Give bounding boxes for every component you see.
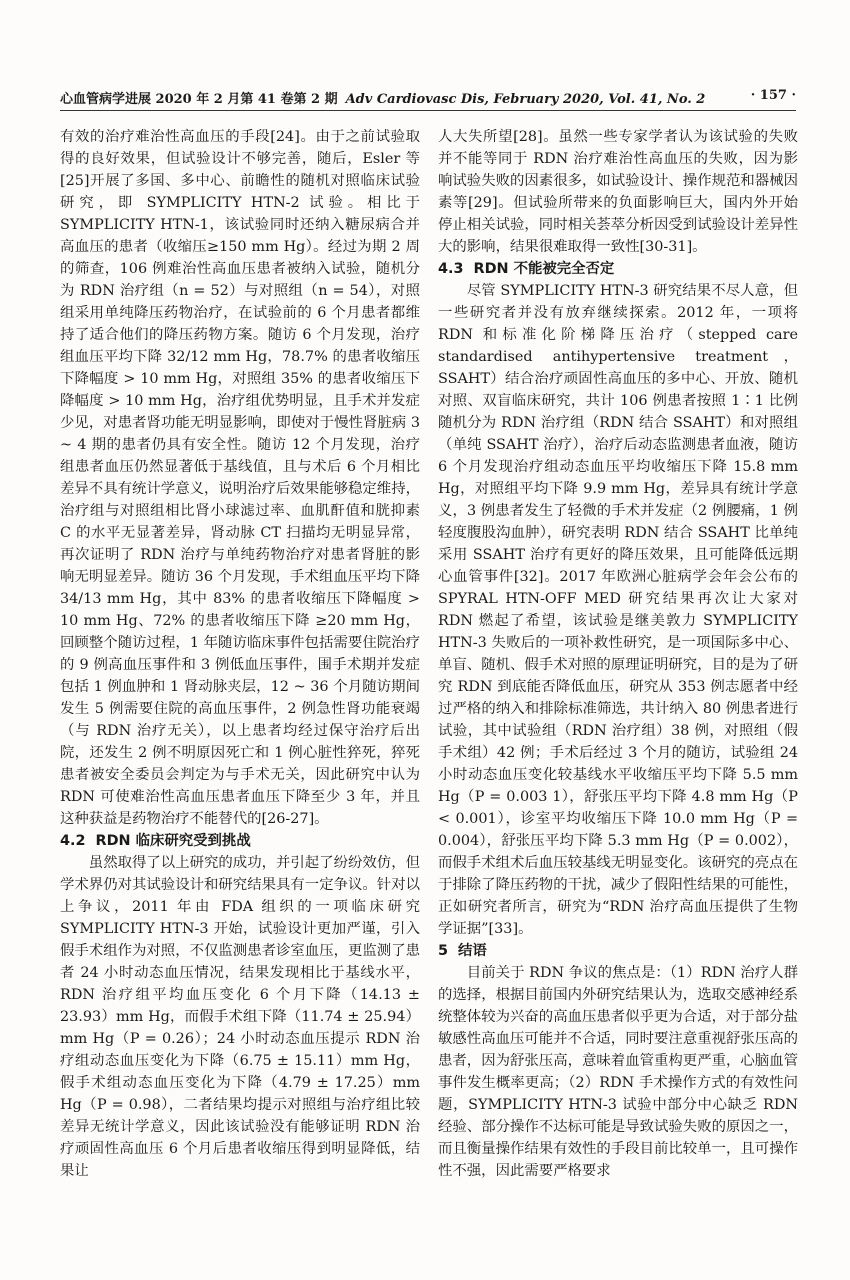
journal-title-en: Adv Cardiovasc Dis, February 2020, Vol. 41, No. 2	[345, 92, 706, 107]
journal-title-cn: 心血管病学进展 2020 年 2 月第 41 卷第 2 期	[60, 92, 338, 107]
section-title: RDN 临床研究受到挑战	[95, 833, 251, 849]
paragraph: 人大失所望[28]。虽然一些专家学者认为该试验的失败并不能等同于 RDN 治疗难治性高血压的失败，因为影响试验失败的因素很多，如试验设计、操作规范和器械因素等[29]。但试验所带来的负面影响巨大，国内外开始停止相关试验，同时相关荟萃分析因受到试验设计差异性大的影响，结果很难取得一致性[30-31]。	[438, 129, 798, 255]
section-number: 5	[438, 943, 449, 959]
paragraph: 尽管 SYMPLICITY HTN-3 研究结果不尽人意，但一些研究者并没有放弃继续探索。2012 年，一项将 RDN 和标准化阶梯降压治疗（stepped care standardised antihypertensive treatment，SSAHT）结合治疗顽固性高血压的多中心、开放、随机对照、双盲临床研究，共计 106 例患者按照 1∶1 比例随机分为 RDN 治疗组（RDN 结合 SSAHT）和对照组（单纯 SSAHT 治疗），治疗后动态监测患者血液，随访 6 个月发现治疗组动态血压平均收缩压下降 15.8 mm Hg，对照组平均下降 9.9 mm Hg，差异具有统计学意义，3 例患者发生了轻微的手术并发症（2 例腰痛，1 例轻度腹股沟血肿），研究表明 RDN 结合 SSAHT 比单纯采用 SSAHT 治疗有更好的降压效果，且可能降低远期心血管事件[32]。2017 年欧洲心脏病学会年会公布的 SPYRAL HTN-OFF MED 研究结果再次让大家对 RDN 燃起了希望，该试验是继美敦力 SYMPLICITY HTN-3 失败后的一项补救性研究，是一项国际多中心、单盲、随机、假手术对照的原理证明研究，目的是为了研究 RDN 到底能否降低血压，研究从 353 例志愿者中经过严格的纳入和排除标准筛选，共计纳入 80 例患者进行试验，其中试验组（RDN 治疗组）38 例，对照组（假手术组）42 例；手术后经过 3 个月的随访，试验组 24 小时动态血压变化较基线水平收缩压平均下降 5.5 mm Hg（P = 0.003 1），舒张压平均下降 4.8 mm Hg（P < 0.001），诊室平均收缩压下降 10.0 mm Hg（P = 0.004），舒张压平均下降 5.3 mm Hg（P = 0.002），而假手术组术后血压较基线无明显变化。该研究的亮点在于排除了降压药物的干扰，减少了假阳性结果的可能性，正如研究者所言，研究为“RDN 治疗高血压提供了生物学证据”[33]。	[438, 283, 798, 937]
journal-info	[60, 88, 705, 107]
right-column	[438, 126, 798, 1182]
section-title: 结语	[458, 943, 487, 959]
section-heading-5	[438, 940, 798, 962]
paragraph: 有效的治疗难治性高血压的手段[24]。由于之前试验取得的良好效果，但试验设计不够完善，随后，Esler 等[25]开展了多国、多中心、前瞻性的随机对照临床试验研究，即 SYMPLICITY HTN-2 试验。相比于 SYMPLICITY HTN-1，该试验同时还纳入糖尿病合并高血压的患者（收缩压≥150 mm Hg）。经过为期 2 周的筛查，106 例难治性高血压患者被纳入试验，随机分为 RDN 治疗组（n = 52）与对照组（n = 54），对照组采用单纯降压药物治疗，在试验前的 6 个月患者都维持了适合他们的降压药物方案。随访 6 个月发现，治疗组血压平均下降 32/12 mm Hg，78.7% 的患者收缩压下降幅度 > 10 mm Hg，对照组 35% 的患者收缩压下降幅度 > 10 mm Hg，治疗组优势明显，且手术并发症少见，对患者肾功能无明显影响，即使对于慢性肾脏病 3 ~ 4 期的患者仍具有安全性。随访 12 个月发现，治疗组患者血压仍然显著低于基线值，且与术后 6 个月相比差异不具有统计学意义，说明治疗后效果能够稳定维持，治疗组与对照组相比肾小球滤过率、血肌酐值和胱抑素 C 的水平无显著差异，肾动脉 CT 扫描均无明显异常，再次证明了 RDN 治疗与单纯药物治疗对患者肾脏的影响无明显差异。随访 36 个月发现，手术组血压平均下降 34/13 mm Hg，其中 83% 的患者收缩压下降幅度 > 10 mm Hg、72% 的患者收缩压下降 ≥20 mm Hg，回顾整个随访过程，1 年随访临床事件包括需要住院治疗的 9 例高血压事件和 3 例低血压事件，围手术期并发症包括 1 例血肿和 1 肾动脉夹层，12 ~ 36 个月随访期间发生 5 例需要住院的高血压事件，2 例急性肾功能衰竭（与 RDN 治疗无关），以上患者均经过保守治疗后出院，还发生 2 例不明原因死亡和 1 例心脏性猝死，猝死患者被安全委员会判定为与手术无关，因此研究中认为 RDN 可使难治性高血压患者血压下降至少 3 年，并且这种获益是药物治疗不能替代的[26-27]。	[60, 129, 420, 827]
paragraph: 目前关于 RDN 争议的焦点是：（1）RDN 治疗人群的选择，根据目前国内外研究结果认为，选取交感神经系统整体较为兴奋的高血压患者似乎更为合适，对于部分盐敏感性高血压可能并不合适，同时要注意重视舒张压高的患者，因为舒张压高，意味着血管重构更严重，心脑血管事件发生概率更高；（2）RDN 手术操作方式的有效性问题，SYMPLICITY HTN-3 试验中部分中心缺乏 RDN 经验、部分操作不达标可能是导致试验失败的原因之一，而且衡量操作结果有效性的手段目前比较单一，且可操作性不强，因此需要严格要求	[438, 965, 798, 1179]
section-title: RDN 不能被完全否定	[473, 261, 615, 277]
section-heading-4-2	[60, 830, 420, 852]
page-number: · 157 ·	[750, 88, 796, 103]
running-header	[60, 86, 796, 108]
section-number: 4.3	[438, 261, 464, 277]
section-number: 4.2	[60, 833, 86, 849]
section-heading-4-3	[438, 258, 798, 280]
header-rule	[60, 110, 796, 111]
paragraph: 虽然取得了以上研究的成功，并引起了纷纷效仿，但学术界仍对其试验设计和研究结果具有一定争议。针对以上争议，2011 年由 FDA 组织的一项临床研究 SYMPLICITY HTN-3 开始，试验设计更加严谨，引入假手术组作为对照，不仅监测患者诊室血压，更监测了患者 24 小时动态血压情况，结果发现相比于基线水平，RDN 治疗组平均血压变化 6 个月下降（14.13 ± 23.93）mm Hg，而假手术组下降（11.74 ± 25.94）mm Hg（P = 0.26）；24 小时动态血压提示 RDN 治疗组动态血压变化为下降（6.75 ± 15.11）mm Hg，假手术组动态血压变化为下降（4.79 ± 17.25）mm Hg（P = 0.98），二者结果均提示对照组与治疗组比较差异无统计学意义，因此该试验没有能够证明 RDN 治疗顽固性高血压 6 个月后患者收缩压得到明显降低，结果让	[60, 855, 420, 1179]
left-column	[60, 126, 420, 1182]
